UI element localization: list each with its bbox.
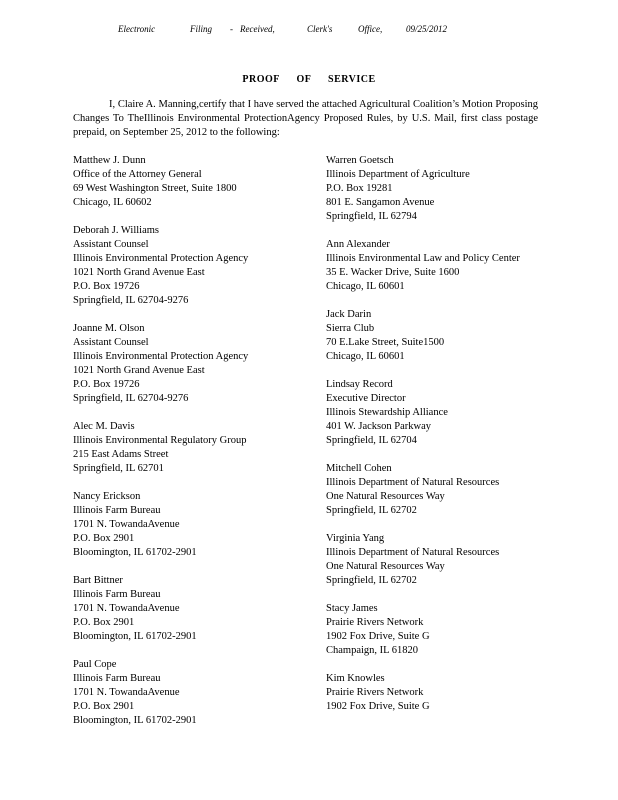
recipient-name: Matthew J. Dunn [73, 155, 146, 166]
address-line: Illinois Farm Bureau [73, 589, 161, 600]
address-line: One Natural Resources Way [326, 561, 445, 572]
address-line: 70 E.Lake Street, Suite1500 [326, 337, 445, 348]
address-line: 35 E. Wacker Drive, Suite 1600 [326, 267, 460, 278]
address-line: Illinois Department of Agriculture [326, 169, 470, 180]
address-line: 401 W. Jackson Parkway [326, 421, 431, 432]
recipient-address-block [326, 308, 541, 364]
address-line: P.O. Box 2901 [73, 701, 135, 712]
header-part: Electronic [118, 24, 156, 34]
address-line: One Natural Resources Way [326, 491, 445, 502]
address-line: Bloomington, IL 61702-2901 [73, 547, 197, 558]
filing-stamp-header [0, 24, 618, 38]
address-line: Illinois Department of Natural Resources [326, 547, 500, 558]
address-line: 1021 North Grand Avenue East [73, 365, 205, 376]
address-line: Chicago, IL 60602 [73, 197, 152, 208]
address-line: Springfield, IL 62702 [326, 505, 417, 516]
address-line: Executive Director [326, 393, 406, 404]
recipient-name: Mitchell Cohen [326, 463, 392, 474]
service-list-left-column [73, 154, 288, 742]
address-line: Prairie Rivers Network [326, 617, 424, 628]
address-line: P.O. Box 2901 [73, 533, 135, 544]
recipient-address-block [326, 238, 541, 294]
address-line: 1902 Fox Drive, Suite G [326, 631, 430, 642]
address-line: Illinois Farm Bureau [73, 505, 161, 516]
recipient-address-block [326, 154, 541, 224]
address-line: Illinois Farm Bureau [73, 673, 161, 684]
address-line: 1902 Fox Drive, Suite G [326, 701, 430, 712]
recipient-address-block [326, 532, 541, 588]
recipient-name: Paul Cope [73, 659, 117, 670]
header-part: Received, [240, 24, 275, 34]
address-line: Bloomington, IL 61702-2901 [73, 715, 197, 726]
recipient-name: Joanne M. Olson [73, 323, 145, 334]
address-line: 1701 N. TowandaAvenue [73, 687, 180, 698]
header-part: - [230, 24, 233, 34]
recipient-name: Ann Alexander [326, 239, 390, 250]
recipient-address-block [73, 420, 288, 476]
address-line: Office of the Attorney General [73, 169, 202, 180]
address-line: P.O. Box 19726 [73, 281, 140, 292]
recipient-name: Kim Knowles [326, 673, 385, 684]
recipient-address-block [73, 224, 288, 308]
address-line: P.O. Box 19726 [73, 379, 140, 390]
recipient-address-block [326, 602, 541, 658]
address-line: 215 East Adams Street [73, 449, 169, 460]
address-line: Illinois Environmental Protection Agency [73, 351, 249, 362]
recipient-address-block [326, 462, 541, 518]
address-line: Chicago, IL 60601 [326, 351, 405, 362]
address-line: Sierra Club [326, 323, 375, 334]
header-part: Clerk's [307, 24, 333, 34]
recipient-address-block [73, 658, 288, 728]
recipient-name: Lindsay Record [326, 379, 393, 390]
address-line: Assistant Counsel [73, 337, 149, 348]
address-line: 69 West Washington Street, Suite 1800 [73, 183, 237, 194]
address-line: Illinois Stewardship Alliance [326, 407, 448, 418]
recipient-address-block [73, 574, 288, 644]
address-line: Illinois Environmental Law and Policy Center [326, 253, 520, 264]
recipient-name: Virginia Yang [326, 533, 385, 544]
recipient-name: Jack Darin [326, 309, 372, 320]
address-line: 1701 N. TowandaAvenue [73, 519, 180, 530]
address-line: 1701 N. TowandaAvenue [73, 603, 180, 614]
address-line: P.O. Box 19281 [326, 183, 393, 194]
header-part: Filing [190, 24, 212, 34]
recipient-address-block [73, 322, 288, 406]
address-line: Assistant Counsel [73, 239, 149, 250]
recipient-address-block [73, 154, 288, 210]
recipient-name: Warren Goetsch [326, 155, 394, 166]
header-part: 09/25/2012 [406, 24, 448, 34]
service-list-right-column [326, 154, 541, 728]
certification-paragraph [73, 98, 538, 140]
address-line: Springfield, IL 62704 [326, 435, 417, 446]
address-line: P.O. Box 2901 [73, 617, 135, 628]
address-line: Chicago, IL 60601 [326, 281, 405, 292]
address-line: Illinois Environmental Regulatory Group [73, 435, 247, 446]
address-line: 1021 North Grand Avenue East [73, 267, 205, 278]
recipient-name: Bart Bittner [73, 575, 123, 586]
page-title: PROOF OF SERVICE [242, 74, 376, 85]
recipient-name: Stacy James [326, 603, 378, 614]
address-line: Springfield, IL 62701 [73, 463, 164, 474]
address-line: Springfield, IL 62702 [326, 575, 417, 586]
address-line: Champaign, IL 61820 [326, 645, 419, 656]
address-line: Prairie Rivers Network [326, 687, 424, 698]
recipient-name: Alec M. Davis [73, 421, 135, 432]
address-line: Springfield, IL 62704-9276 [73, 393, 189, 404]
address-line: Springfield, IL 62704-9276 [73, 295, 189, 306]
certification-text: I, Claire A. Manning,certify that I have served the attached Agricultural Coalition’s Motion Proposing Changes To TheIllinois Environmental ProtectionAgency Proposed Rules, by U.S. Mail, first class postage prepaid, on September 25, 2012 to the following: [73, 99, 538, 138]
recipient-name: Nancy Erickson [73, 491, 141, 502]
address-line: Bloomington, IL 61702-2901 [73, 631, 197, 642]
address-line: 801 E. Sangamon Avenue [326, 197, 435, 208]
header-part: Office, [358, 24, 383, 34]
recipient-address-block [326, 378, 541, 448]
address-line: Illinois Department of Natural Resources [326, 477, 500, 488]
recipient-name: Deborah J. Williams [73, 225, 159, 236]
recipient-address-block [73, 490, 288, 560]
address-line: Springfield, IL 62794 [326, 211, 417, 222]
recipient-address-block [326, 672, 541, 714]
address-line: Illinois Environmental Protection Agency [73, 253, 249, 264]
